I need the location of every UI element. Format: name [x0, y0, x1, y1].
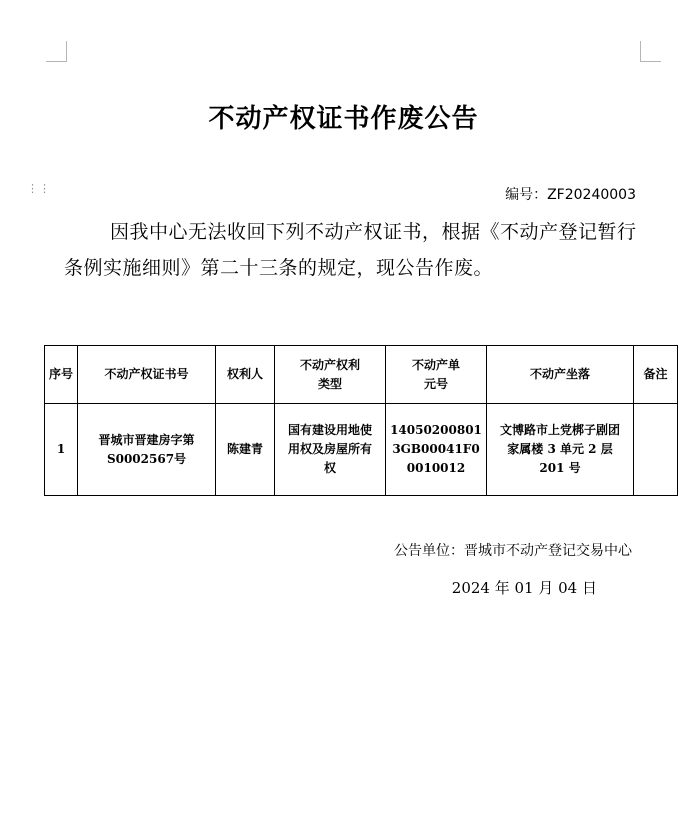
page-corner-mark-top-right — [640, 41, 661, 62]
cell-location: 文博路市上党梆子剧团家属楼 3 单元 2 层 201 号 — [487, 404, 634, 496]
cell-right-type: 国有建设用地使用权及房屋所有权 — [275, 404, 386, 496]
cell-owner: 陈建青 — [216, 404, 275, 496]
certificate-table — [44, 345, 678, 496]
header-remarks: 备注 — [634, 346, 678, 404]
page-title: 不动产权证书作废公告 — [208, 104, 479, 134]
cell-unit-no: 140502008013GB00041F00010012 — [386, 404, 487, 496]
header-right-type: 不动产权利类型 — [275, 346, 386, 404]
cell-remarks — [634, 404, 678, 496]
header-seq: 序号 — [45, 346, 78, 404]
cell-seq: 1 — [45, 404, 78, 496]
header-owner: 权利人 — [216, 346, 275, 404]
notice-paragraph: 因我中心无法收回下列不动产权证书，根据《不动产登记暂行条例实施细则》第二十三条的规定，现公告作废。 — [64, 221, 637, 279]
table-row — [45, 404, 678, 496]
table-header-row — [45, 346, 678, 404]
header-location: 不动产坐落 — [487, 346, 634, 404]
cell-cert-no: 晋城市晋建房字第S0002567号 — [78, 404, 216, 496]
issuing-unit: 公告单位：晋城市不动产登记交易中心 — [394, 543, 632, 559]
issue-date: 2024 年 01 月 04 日 — [451, 579, 597, 597]
drag-handle-icon[interactable]: ⋮⋮ — [27, 182, 51, 195]
header-cert-no: 不动产权证书号 — [78, 346, 216, 404]
header-unit-no: 不动产单元号 — [386, 346, 487, 404]
page-corner-mark-top-left — [46, 41, 67, 62]
document-number: 编号：ZF20240003 — [505, 187, 636, 203]
